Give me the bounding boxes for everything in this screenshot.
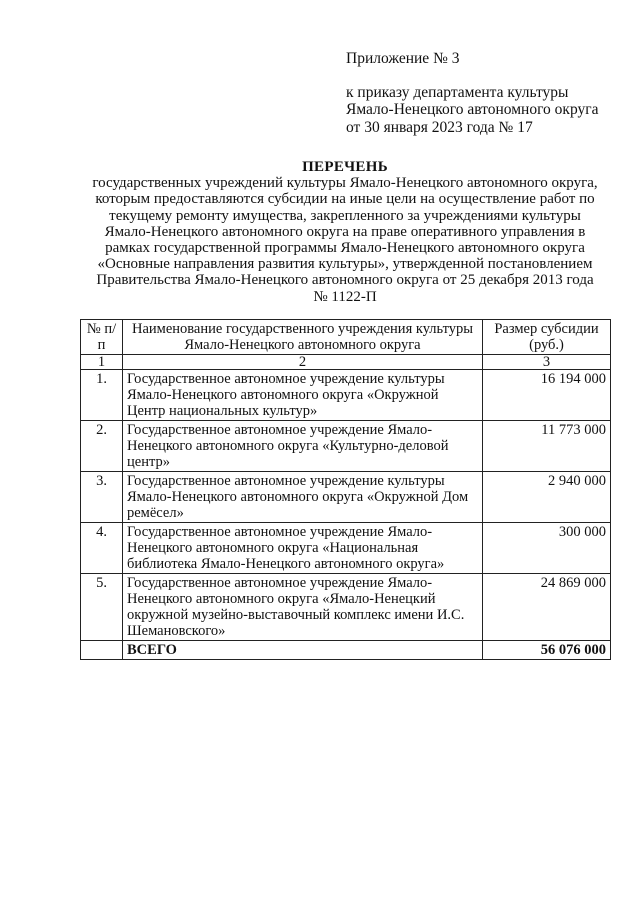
header-name: Наименование государственного учреждения культуры Ямало-Ненецкого автономного округа <box>123 320 483 355</box>
heading-line: которым предоставляются субсидии на иные цели на осуществление работ по <box>95 191 595 208</box>
table-row <box>81 370 611 421</box>
table-row <box>81 574 611 641</box>
appendix-line: Ямало-Ненецкого автономного округа <box>346 101 599 118</box>
heading-line: № 1122-П <box>313 288 377 305</box>
heading-line: Ямало-Ненецкого автономного округа на праве оперативного управления в <box>104 223 586 240</box>
table-header-row <box>81 320 611 355</box>
table-row <box>81 523 611 574</box>
column-number: 1 <box>81 355 123 370</box>
appendix-line: к приказу департамента культуры <box>346 83 569 101</box>
row-num: 3. <box>81 472 123 523</box>
column-number: 3 <box>483 355 611 370</box>
column-number: 2 <box>123 355 483 370</box>
column-numbers-row <box>81 355 611 370</box>
row-amount: 16 194 000 <box>483 370 611 421</box>
row-amount: 11 773 000 <box>483 421 611 472</box>
heading-line: рамках государственной программы Ямало-Ненецкого автономного округа <box>105 240 585 257</box>
row-name: Государственное автономное учреждение культуры Ямало-Ненецкого автономного округа «Окружной Дом ремёсел» <box>123 472 483 523</box>
row-amount: 24 869 000 <box>483 574 611 641</box>
total-amount: 56 076 000 <box>483 641 611 660</box>
row-name: Государственное автономное учреждение Ямало-Ненецкого автономного округа «Национальная библиотека Ямало-Ненецкого автономного округа» <box>123 523 483 574</box>
total-num-cell <box>81 641 123 660</box>
heading-line: «Основные направления развития культуры», утвержденной постановлением <box>97 256 593 273</box>
heading-line: текущему ремонту имущества, закрепленного за учреждениями культуры <box>109 207 581 224</box>
row-name: Государственное автономное учреждение культуры Ямало-Ненецкого автономного округа «Окружной Центр национальных культур» <box>123 370 483 421</box>
subsidy-table <box>80 319 611 660</box>
total-label: ВСЕГО <box>123 641 483 660</box>
row-num: 4. <box>81 523 123 574</box>
heading-line: государственных учреждений культуры Ямало-Ненецкого автономного округа, <box>92 175 598 192</box>
document-heading <box>80 159 610 305</box>
appendix-line: от 30 января 2023 года № 17 <box>346 118 533 136</box>
row-amount: 300 000 <box>483 523 611 574</box>
header-num: № п/п <box>81 320 123 355</box>
row-name: Государственное автономное учреждение Ямало-Ненецкого автономного округа «Культурно-деловой центр» <box>123 421 483 472</box>
table-row <box>81 421 611 472</box>
heading-line: Правительства Ямало-Ненецкого автономного округа от 25 декабря 2013 года <box>96 272 594 289</box>
row-num: 1. <box>81 370 123 421</box>
heading-title: ПЕРЕЧЕНЬ <box>302 159 388 175</box>
row-name: Государственное автономное учреждение Ямало-Ненецкого автономного округа «Ямало-Ненецкий окружной музейно-выставочный комплекс имени И.С. Шемановского» <box>123 574 483 641</box>
total-row <box>81 641 611 660</box>
table-row <box>81 472 611 523</box>
appendix-block <box>346 50 598 136</box>
row-num: 5. <box>81 574 123 641</box>
header-amount: Размер субсидии (руб.) <box>483 320 611 355</box>
appendix-title: Приложение № 3 <box>346 50 460 67</box>
row-amount: 2 940 000 <box>483 472 611 523</box>
row-num: 2. <box>81 421 123 472</box>
